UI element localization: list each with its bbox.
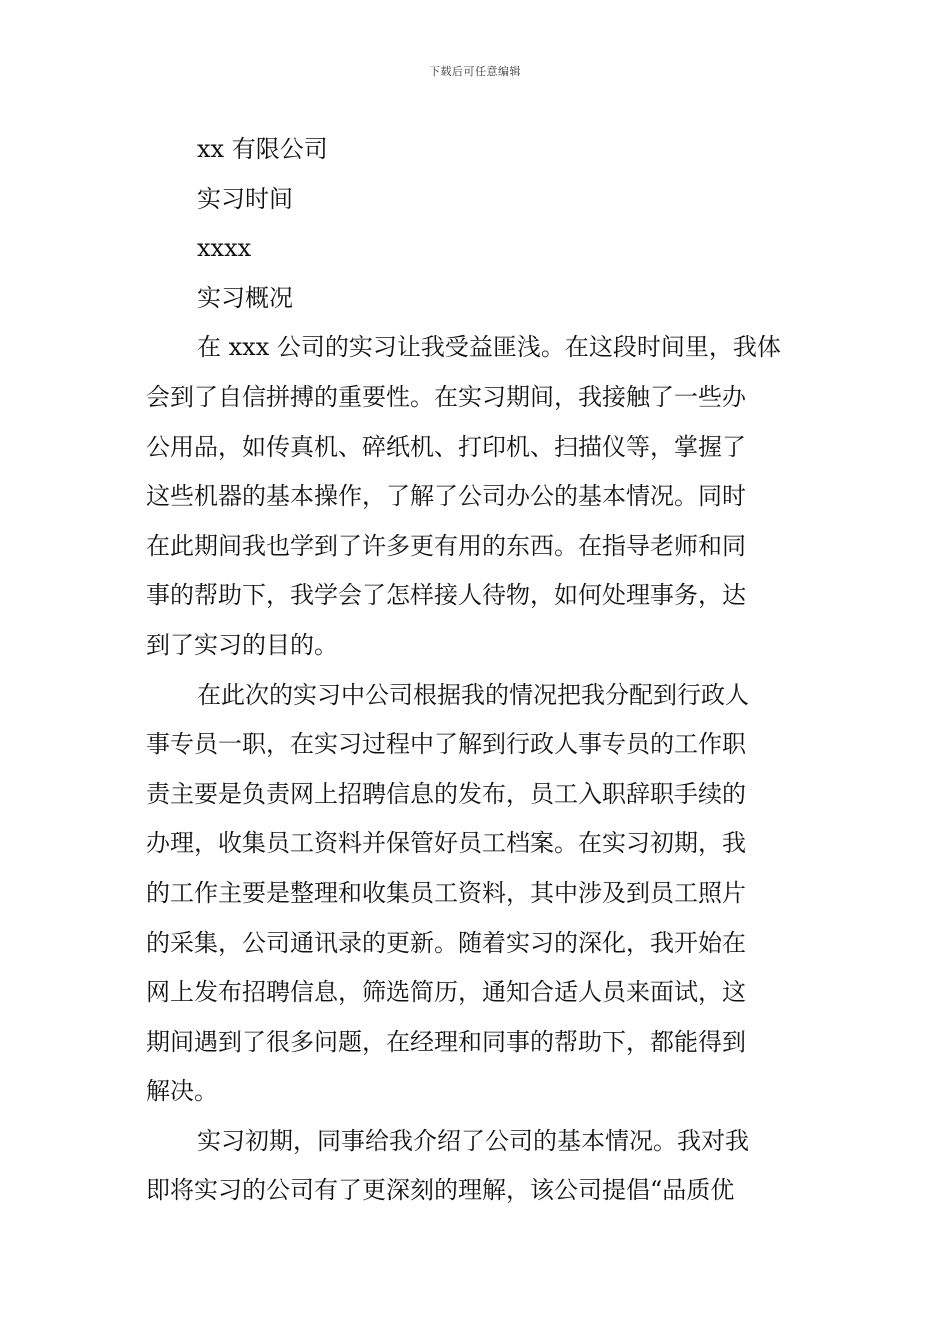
internship-time-label: 实习时间	[197, 184, 293, 213]
company-name: xx 有限公司	[197, 135, 328, 163]
paragraph-line: 这些机器的基本操作，了解了公司办公的基本情况。同时	[146, 482, 746, 511]
internship-overview-label: 实习概况	[197, 283, 293, 312]
paragraph-line: 的工作主要是整理和收集员工资料，其中涉及到员工照片	[146, 878, 746, 907]
paragraph-line: 事的帮助下，我学会了怎样接人待物，如何处理事务，达	[146, 581, 746, 610]
paragraph-2	[146, 671, 806, 1117]
paragraph-line: 办理，收集员工资料并保管好员工档案。在实习初期，我	[146, 829, 746, 858]
internship-time-value: xxxx	[197, 234, 252, 263]
paragraph-line: 事专员一职，在实习过程中了解到行政人事专员的工作职	[146, 730, 746, 759]
paragraph-line: 到了实习的目的。	[146, 630, 338, 659]
paragraph-3	[146, 1117, 806, 1216]
paragraph-1	[146, 323, 806, 670]
paragraph-line: 解决。	[146, 1077, 218, 1106]
paragraph-line: 在此次的实习中公司根据我的情况把我分配到行政人	[197, 680, 749, 709]
paragraph-line: 网上发布招聘信息，筛选简历，通知合适人员来面试，这	[146, 978, 746, 1007]
paragraph-line: 期间遇到了很多问题，在经理和同事的帮助下，都能得到	[146, 1027, 746, 1056]
paragraph-line: 公用品，如传真机、碎纸机、打印机、扫描仪等，掌握了	[146, 432, 746, 461]
document-body	[146, 125, 806, 1216]
paragraph-line: 在 xxx 公司的实习让我受益匪浅。在这段时间里，我体	[197, 333, 781, 362]
paragraph-line: 即将实习的公司有了更深刻的理解，该公司提倡“品质优	[146, 1176, 735, 1205]
paragraph-line: 责主要是负责网上招聘信息的发布，员工入职辞职手续的	[146, 779, 746, 808]
paragraph-line: 的采集，公司通讯录的更新。随着实习的深化，我开始在	[146, 928, 746, 957]
paragraph-line: 在此期间我也学到了许多更有用的东西。在指导老师和同	[146, 531, 746, 560]
paragraph-line: 实习初期，同事给我介绍了公司的基本情况。我对我	[197, 1126, 749, 1155]
paragraph-line: 会到了自信拼搏的重要性。在实习期间，我接触了一些办	[146, 382, 746, 411]
page-header: 下载后可任意编辑	[429, 65, 521, 78]
